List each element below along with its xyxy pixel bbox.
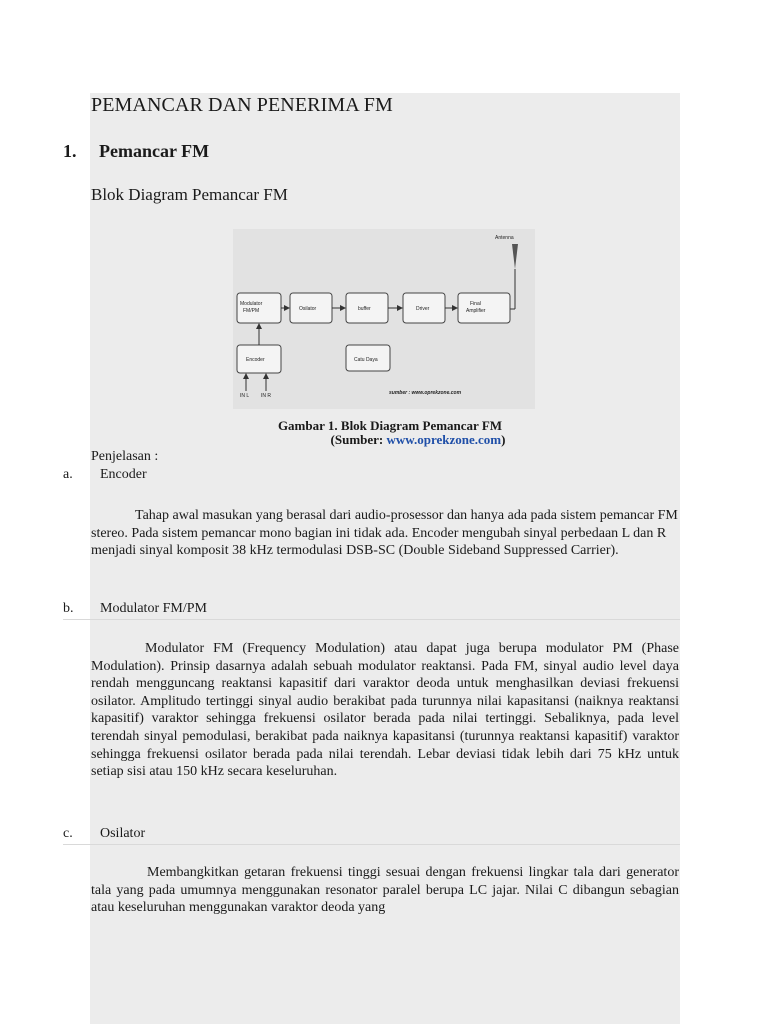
paragraph-encoder: Tahap awal masukan yang berasal dari audio-prosessor dan hanya ada pada sistem pemancar FM stereo. Pada sistem pemancar mono bagian ini tidak ada. Encoder mengubah sinyal perbedaan L dan R menjadi sinyal komposit 38 kHz termodulasi DSB-SC (Double Sideband Suppressed Carrier). <box>91 508 678 559</box>
paragraph-osilator: Membangkitkan getaran frekuensi tinggi sesuai dengan frekuensi lingkar tala dari generator tala yang pada umumnya menggunakan resonator paralel berupa LC jajar. Nilai C dibangun sebagian atau keseluruhan menggunakan varaktor deoda yang <box>91 865 679 916</box>
item-marker-a: a. <box>63 467 73 482</box>
buffer-label: buffer <box>358 306 371 312</box>
paragraph-modulator: Modulator FM (Frequency Modulation) atau dapat juga berupa modulator PM (Phase Modulation). Prinsip dasarnya adalah sebuah modulator reaktansi. Pada FM, sinyal audio level daya rendah mengguncang reaktansi kapasitif dari varaktor deoda untuk menghasilkan deviasi frekuensi osilator. Amplitudo tertinggi sinyal audio berakibat pada turunnya nilai kapasitansi (naiknya reaktansi kapasitif) varaktor sehingga frekuensi osilator berada pada nilai tertinggi. Sebaliknya, pada level terendah sinyal pemodulasi, berakibat pada naiknya kapasitansi (turunnya reaktansi kapasitif) varaktor sehingga frekuensi osilator berada pada nilai terendah. Lebar deviasi tidak lebih dari 75 kHz untuk setiap sisi atau 150 kHz secara keseluruhan. <box>91 641 679 780</box>
item-title-osilator: Osilator <box>100 826 146 841</box>
catu-daya-label: Catu Daya <box>354 357 378 363</box>
input-right-label: IN R <box>261 393 271 399</box>
encoder-label: Encoder <box>246 357 265 363</box>
caption-source-link[interactable]: www.oprekzone.com <box>386 432 502 447</box>
antenna-label: Antenna <box>495 235 514 241</box>
item-title-encoder: Encoder <box>100 467 147 482</box>
item-title-modulator: Modulator FM/PM <box>100 601 207 616</box>
caption-source-suffix: ) <box>501 432 506 447</box>
caption-source-prefix: (Sumber: <box>330 432 387 447</box>
final-label-1: Final <box>470 301 481 307</box>
penjelasan-label: Penjelasan : <box>91 449 159 464</box>
item-marker-c: c. <box>63 826 73 841</box>
item-divider <box>63 844 680 845</box>
antenna-icon <box>512 244 518 269</box>
figure-caption: Gambar 1. Blok Diagram Pemancar FM <box>277 418 503 433</box>
modulator-label-2: FM/PM <box>243 308 260 314</box>
section-number: 1. <box>63 141 77 161</box>
block-diagram-figure <box>233 229 535 409</box>
subheading: Blok Diagram Pemancar FM <box>91 185 288 204</box>
figure-caption-source <box>248 432 588 447</box>
document-title: PEMANCAR DAN PENERIMA FM <box>91 94 393 116</box>
figure-source-note: sumber : www.oprekzone.com <box>389 390 462 396</box>
final-label-2: Amplifier <box>466 308 486 314</box>
section-title: Pemancar FM <box>99 141 210 161</box>
item-marker-b: b. <box>63 601 74 616</box>
osilator-label: Osilator <box>299 306 317 312</box>
input-left-label: IN L <box>240 393 250 399</box>
item-divider <box>63 619 680 620</box>
block-diagram-svg <box>233 229 535 409</box>
modulator-label-1: Modulator <box>240 301 263 307</box>
driver-label: Driver <box>416 306 430 312</box>
